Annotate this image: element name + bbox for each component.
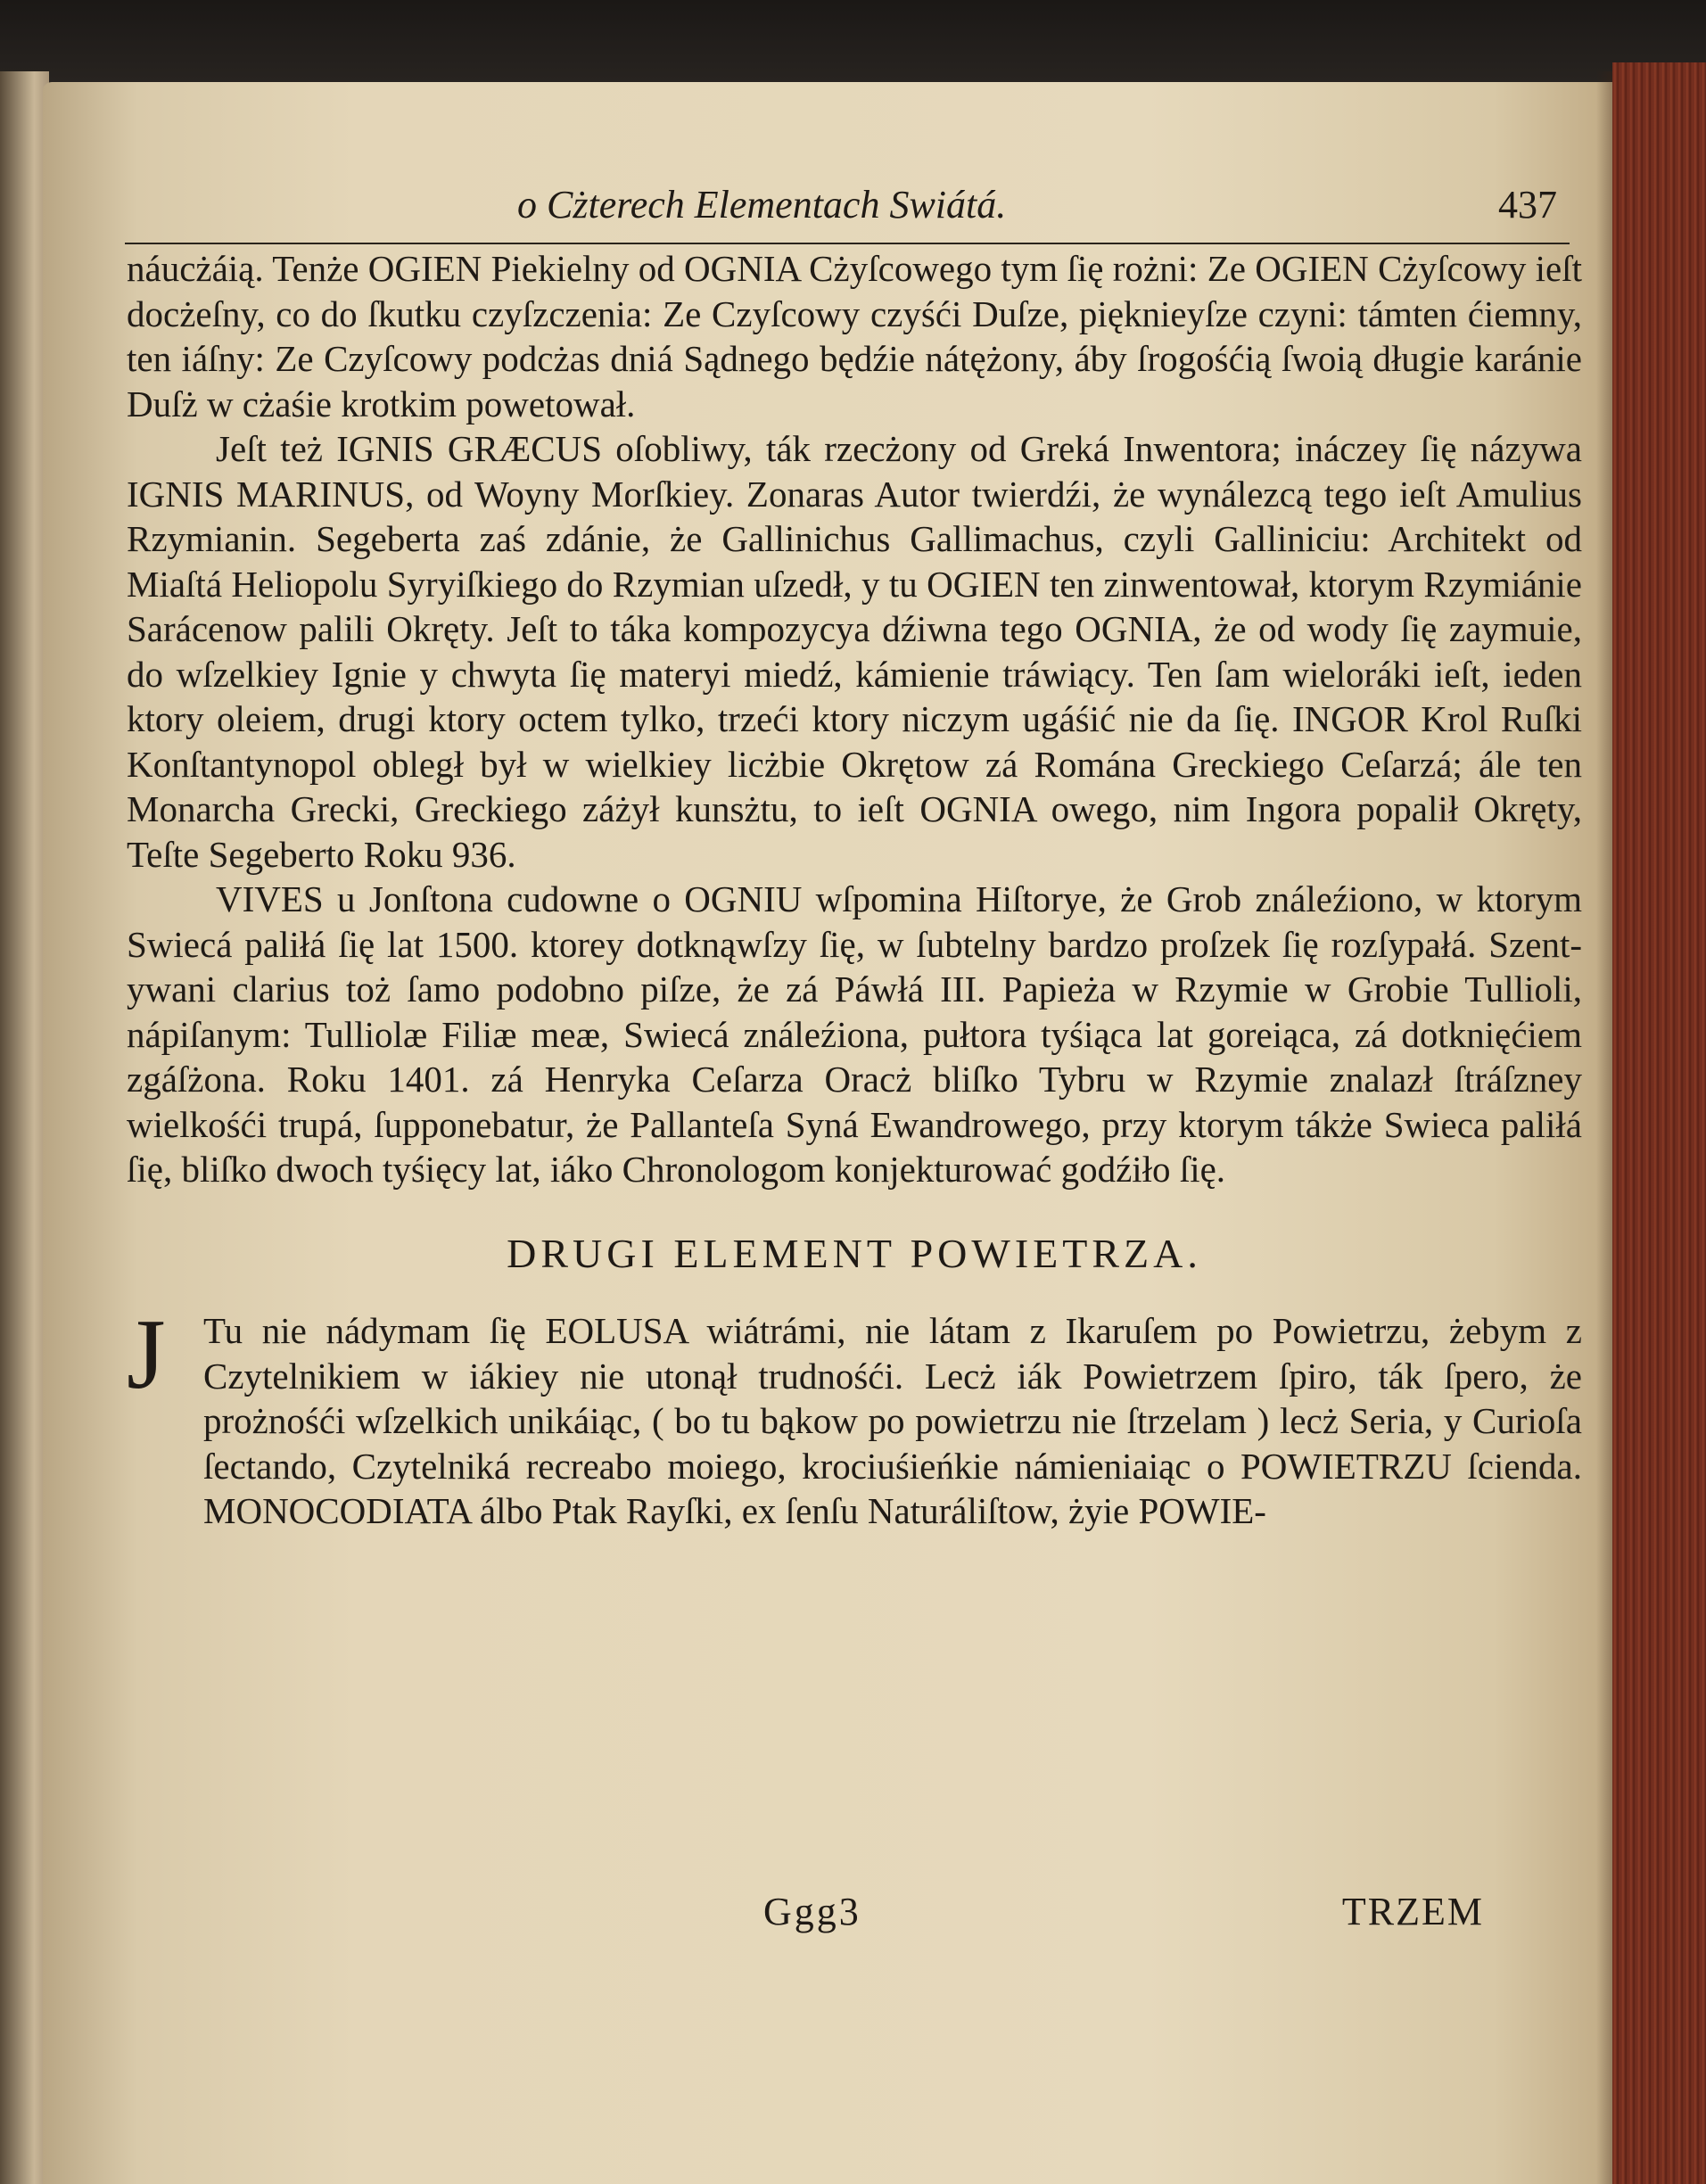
section-paragraph-text: Tu nie nádymam ſię EOLUSA wiátrámi, nie látam z Ikaruſem po Powietrzu, żebym z Czytelnikiem w iákiey nie utonął trudnośći. Lecż iák Powietrzem ſpiro, ták ſpero, że prożnośći wſzelkich unikáiąc, ( bo tu bąkow po powietrzu nie ſtrzelam ) lecż Seria, y Curioſa ſectando, Czytelniká recreabo moiego, krociuśieńkie námieniaiąc o POWIETRZU ſcienda. MONOCODIATA álbo Ptak Rayſki, ex ſenſu Naturáliſtow, żyie POWIE- xyxy=(203,1310,1582,1531)
paragraph-1: náucżáią. Tenże OGIEN Piekielny od OGNIA Cżyſcowego tym ſię rożni: Ze OGIEN Cżyſcowy ieſt docżeſny, co do ſkutku czyſzczenia: Ze Czyſcowy czyśći Duſze, pięknieyſze czyni: támten ćiemny, ten iáſny: Ze Czyſcowy podcżas dniá Sądnego będźie nátężony, áby ſrogośćią ſwoią długie karánie Duſż w cżaśie krotkim powetował. xyxy=(127,248,1582,424)
catchword: TRZEM xyxy=(1341,1890,1484,1933)
book-fore-edge xyxy=(1612,62,1706,2184)
page-footer xyxy=(127,1889,1582,1942)
page-number: 437 xyxy=(1498,183,1557,227)
section-heading: DRUGI ELEMENT POWIETRZA. xyxy=(507,1230,1202,1276)
section-paragraph xyxy=(127,1299,1582,1534)
signature-mark: Ggg3 xyxy=(763,1890,861,1933)
paragraph-2: Jeſt też IGNIS GRÆCUS oſobliwy, ták rzecżony od Greká Inwentora; ináczey ſię názywa IGNIS MARINUS, od Woyny Morſkiey. Zonaras Autor twierdźi, że wynálezcą tego ieſt Amulius Rzymianin. Segeberta zaś zdánie, że Gallinichus Gallimachus, czyli Galliniciu: Architekt od Miaſtá Heliopolu Syryiſkiego do Rzymian uſzedł, y tu OGIEN ten zinwentował, ktorym Rzymiánie Sarácenow palili Okręty. Jeſt to táka kompozycya dźiwna tego OGNIA, że od wody ſię zaymuie, do wſzelkiey Ignie y chwyta ſię materyi miedź, kámienie tráwiący. Ten ſam wieloráki ieſt, ieden ktory oleiem, drugi ktory octem tylko, trzeći ktory niczym ugáśić nie da ſię. INGOR Krol Ruſki Konſtantynopol obległ był w wielkiey licżbie Okrętow zá Romána Greckiego Ceſarzá; ále ten Monarcha Grecki, Greckiego záżył kunsżtu, to ieſt OGNIA owego, nim Ingora popalił Okręty, Teſte Segeberto Roku 936. xyxy=(127,428,1582,875)
header-rule xyxy=(125,243,1570,244)
running-title: o Cżterech Elementach Swiátá. xyxy=(517,183,1007,227)
page-body xyxy=(127,246,1582,1534)
left-page-gutter xyxy=(0,71,49,2184)
drop-cap: J xyxy=(127,1299,166,1410)
running-header xyxy=(517,178,1578,232)
paragraph-3: VIVES u Jonſtona cudowne o OGNIU wſpomina Hiſtorye, że Grob ználeźiono, w ktorym Swiecá paliłá ſię lat 1500. ktorey dotknąwſzy ſię, w ſubtelny bardzo proſzek ſię rozſypałá. Szent-ywani clarius toż ſamo podobno piſze, że zá Páwłá III. Papieża w Rzymie w Grobie Tullioli, nápiſanym: Tulliolæ Filiæ meæ, Swiecá ználeźiona, pułtora tyśiąca lat goreiąca, zá dotknięćiem zgáſżona. Roku 1401. zá Henryka Ceſarza Oracż bliſko Tybru w Rzymie znalazł ſtráſzney wielkośći trupá, ſupponebatur, że Pallanteſa Syná Ewandrowego, przy ktorym tákże Swieca paliłá ſię, bliſko dwoch tyśięcy lat, iáko Chronologom konjekturować godźiło ſię. xyxy=(127,878,1582,1190)
